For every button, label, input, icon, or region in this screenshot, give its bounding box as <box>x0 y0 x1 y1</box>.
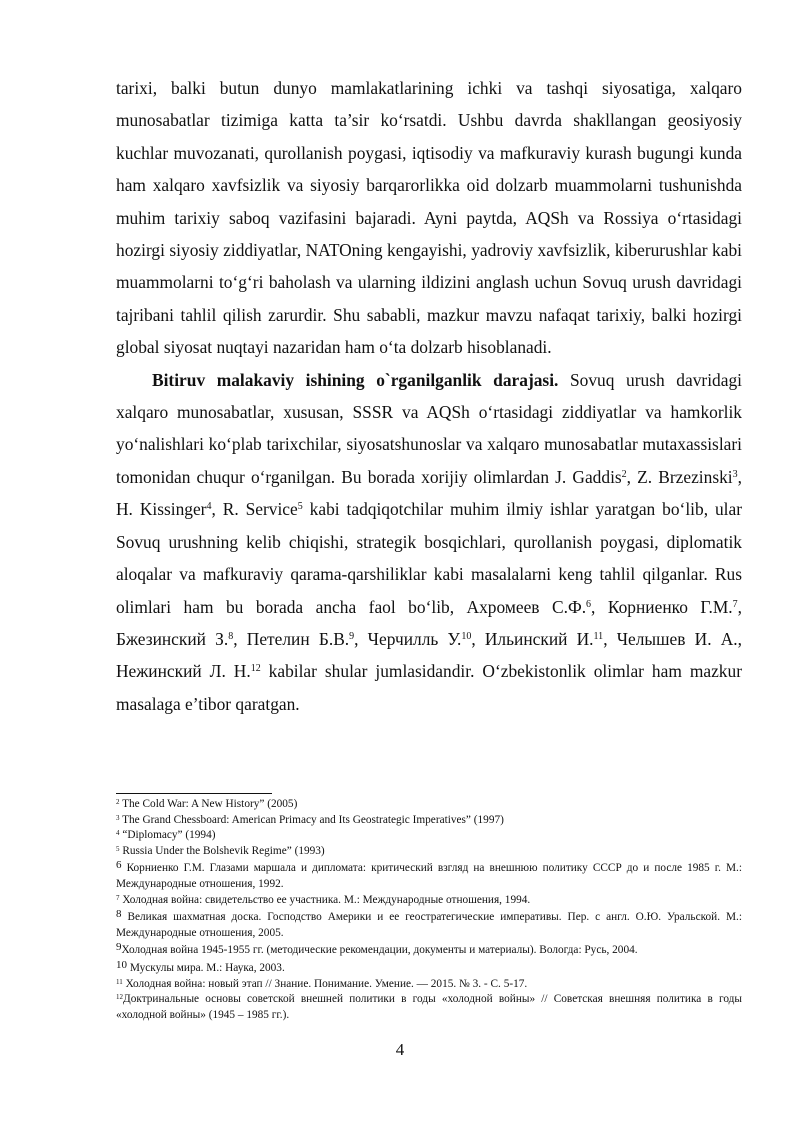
paragraph-text: , Ильинский И. <box>471 628 594 649</box>
footnote-text: Холодная война: новый этап // Знание. Понимание. Умение. — 2015. № 3. - С. 5-17. <box>122 977 528 990</box>
footnote-mark: 9 <box>116 941 122 954</box>
footnote <box>116 958 742 977</box>
footnote <box>116 943 742 959</box>
paragraph-text: kabilar shular jumlasidandir. O‘zbekistonlik olimlar ham mazkur masalaga e’tibor qaratgan. <box>116 661 742 714</box>
paragraph-text: , Черчилль У. <box>354 628 462 649</box>
footnote <box>116 844 742 860</box>
footnote-text: Доктринальные основы советской внешней политики в годы «холодной войны» // Советская внешняя политика в годы «холодной войны» (1945 – 1985 гг.). <box>116 993 742 1021</box>
footnote-mark: 11 <box>116 977 123 986</box>
paragraph-text: , Бжезинский З. <box>116 596 742 649</box>
paragraph-text: , Челышев И. А., Нежинский Л. Н. <box>116 628 742 682</box>
footnote-ref[interactable]: 8 <box>228 630 234 642</box>
footnote-mark: 2 <box>116 798 120 806</box>
footnote-mark: 3 <box>116 813 120 822</box>
paragraph-research-degree <box>116 364 742 720</box>
footnote-text: Корниенко Г.М. Глазами маршала и дипломата: критический взгляд на внешнюю политику СССР до и после 1985 г. М.: Международные отношения, 1992. <box>116 862 742 890</box>
footnote-ref[interactable]: 12 <box>250 663 261 675</box>
footnote-ref[interactable]: 3 <box>732 468 738 480</box>
footnote-text: “Diplomacy” (1994) <box>119 829 216 842</box>
footnote-separator <box>116 793 272 794</box>
footnotes <box>116 797 742 1023</box>
paragraph-text: Sovuq urush davridagi xalqaro munosabatlar, xususan, SSSR va AQSh o‘rtasidagi ziddiyatlar va hamkorlik yo‘nalishlari ko‘plab tarixchilar, siyosatshunoslar va xalqaro munosabatlar mutaxassislari tomonidan chuqur o‘rganilgan. Bu borada xorijiy olimlardan J. Gaddis <box>116 369 742 487</box>
footnote <box>116 813 742 829</box>
footnote-text: Холодная война 1945-1955 гг. (методические рекомендации, документы и материалы). Вологда: Русь, 2004. <box>121 944 638 957</box>
footnote-ref[interactable]: 4 <box>206 501 212 513</box>
section-heading: Bitiruv malakaviy ishining o`rganilganlik darajasi. <box>152 369 559 390</box>
footnote-ref[interactable]: 2 <box>621 468 627 480</box>
paragraph-text: , R. Service <box>211 499 298 520</box>
footnote <box>116 861 742 892</box>
footnote-mark: 8 <box>116 908 122 921</box>
footnote-ref[interactable]: 7 <box>732 598 738 610</box>
footnote-ref[interactable]: 5 <box>297 501 303 513</box>
paragraph-significance: tarixi, balki butun dunyo mamlakatlarining ichki va tashqi siyosatiga, xalqaro munosabatlar tizimiga katta ta’sir ko‘rsatdi. Ushbu davrda shakllangan geosiyosiy kuchlar muvozanati, qurollanish poygasi, iqtisodiy va mafkuraviy kurash bugungi kunda ham xalqaro xavfsizlik va siyosiy barqarorlikka oid dolzarb muammolarni tushunishda muhim tarixiy saboq vazifasini bajaradi. Ayni paytda, AQSh va Rossiya o‘rtasidagi hozirgi siyosiy ziddiyatlar, NATOning kengayishi, yadroviy xavfsizlik, kiberurushlar kabi muammolarni to‘g‘ri baholash va ularning ildizini anglash uchun Sovuq urush davridagi tajribani tahlil qilish zarurdir. Shu sababli, mazkur mavzu nafaqat tarixiy, balki hozirgi global siyosat nuqtayi nazaridan ham o‘ta dolzarb hisoblanadi. <box>116 78 742 358</box>
footnote <box>116 977 742 993</box>
footnote <box>116 910 742 941</box>
footnote-text: Холодная война: свидетельство ее участника. М.: Международные отношения, 1994. <box>119 893 531 906</box>
footnote <box>116 992 742 1023</box>
footnote-ref[interactable]: 9 <box>349 630 355 642</box>
footnote-mark: 5 <box>116 844 120 853</box>
footnote-ref[interactable]: 10 <box>461 630 472 642</box>
paragraph-text: , Корниенко Г.М. <box>591 596 733 617</box>
footnote-mark: 4 <box>116 829 120 838</box>
footnote-ref[interactable]: 11 <box>593 630 604 642</box>
footnote-ref[interactable]: 6 <box>586 598 592 610</box>
footnote <box>116 893 742 909</box>
footnote-mark: 7 <box>116 893 120 902</box>
body-text <box>116 72 742 720</box>
footnote-text: Russia Under the Bolshevik Regime” (1993) <box>119 844 325 857</box>
paragraph-text: , H. Kissinger <box>116 466 742 520</box>
footnote-text: Мускулы мира. М.: Наука, 2003. <box>127 961 285 974</box>
paragraph-text: kabi tadqiqotchilar muhim ilmiy ishlar yaratgan bo‘lib, ular Sovuq urushning kelib chiqishi, strategik bosqichlari, qurollanish poygasi, diplomatik aloqalar va mafkuraviy qarama-qarshiliklar kabi masalalarni keng tahlil qilganlar. Rus olimlari ham bu borada ancha faol bo‘lib, Ахромеев С.Ф. <box>116 499 742 617</box>
paragraph-text: , Петелин Б.В. <box>233 628 350 649</box>
paragraph-text: , Z. Brzezinski <box>626 466 733 487</box>
footnote-mark: 10 <box>116 958 127 971</box>
footnote-text: The Cold War: A New History” (2005) <box>119 798 298 810</box>
footnote-mark: 6 <box>116 859 122 872</box>
footnote-mark: 12 <box>116 993 123 1002</box>
footnote <box>116 797 742 813</box>
footnote-text: The Grand Chessboard: American Primacy and Its Geostrategic Imperatives” (1997) <box>119 813 504 826</box>
footnote-text: Великая шахматная доска. Господство Америки и ее геостратегические императивы. Пер. с англ. О.Ю. Уральской. М.: Международные отношения, 2005. <box>116 911 742 939</box>
footnote <box>116 828 742 844</box>
page-number: 4 <box>395 1040 405 1059</box>
